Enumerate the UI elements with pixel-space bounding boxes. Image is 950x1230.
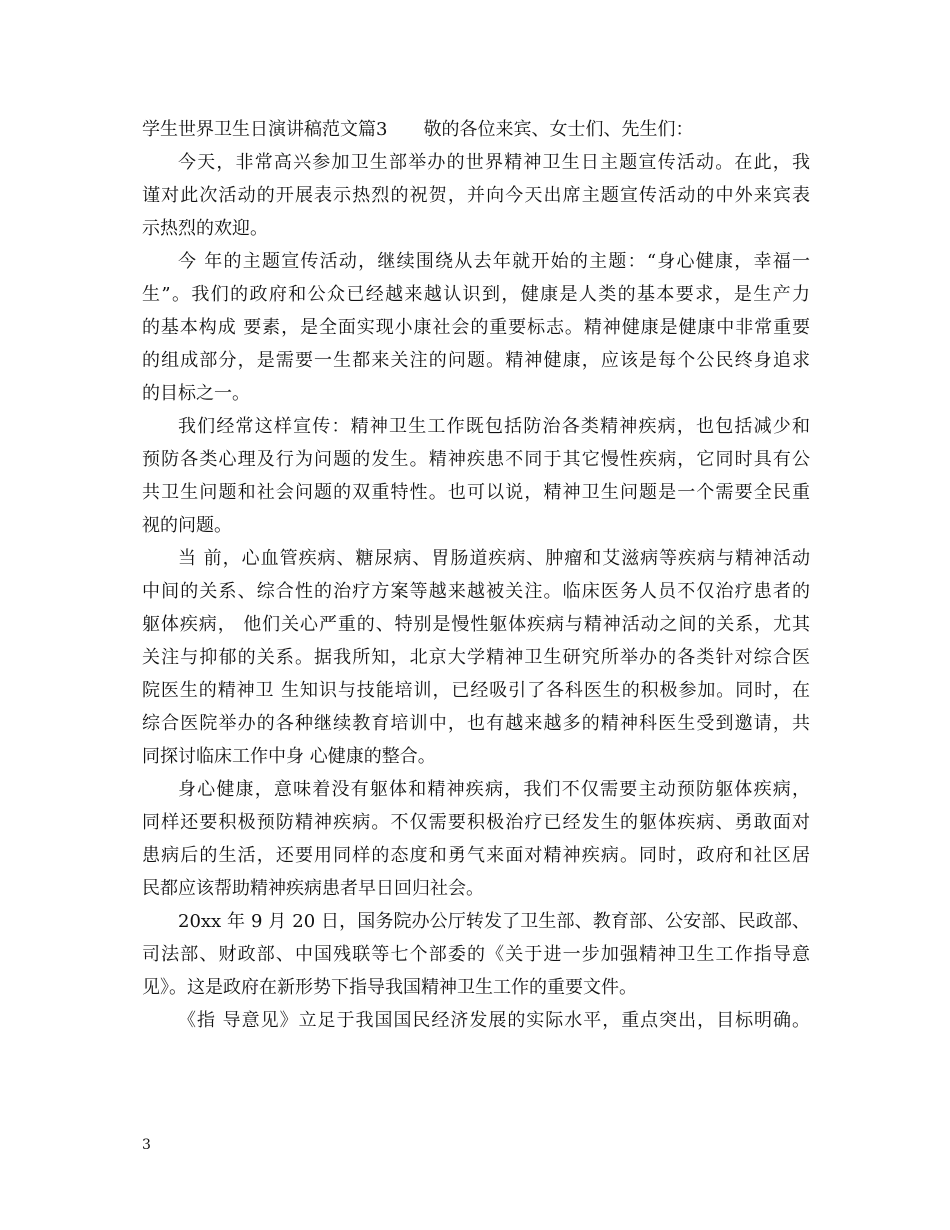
- text-line: 见》。这是政府在新形势下指导我国精神卫生工作的重要文件。: [142, 977, 637, 998]
- text-line: 今天，非常高兴参加卫生部举办的世界精神卫生日主题宣传活动。在此，我: [178, 152, 810, 173]
- text-line: 司法部、财政部、中国残联等七个部委的《关于进一步加强精神卫生工作指导意: [142, 944, 810, 965]
- text-line: 生”。我们的政府和公众已经越来越认识到，健康是人类的基本要求，是生产力: [142, 284, 810, 305]
- text-line: 身心健康，意味着没有躯体和精神疾病，我们不仅需要主动预防躯体疾病，: [178, 779, 810, 800]
- text-line: 综合医院举办的各种继续教育培训中，也有越来越多的精神科医生受到邀请，共: [142, 713, 810, 734]
- text-line: 躯体疾病， 他们关心严重的、特别是慢性躯体疾病与精神活动之间的关系，尤其: [142, 614, 810, 635]
- text-line: 患病后的生活，还要用同样的态度和勇气来面对精神疾病。同时，政府和社区居: [142, 845, 810, 866]
- text-line: 预防各类心理及行为问题的发生。精神疾患不同于其它慢性疾病，它同时具有公: [142, 449, 810, 470]
- text-line: 关注与抑郁的关系。据我所知，北京大学精神卫生研究所举办的各类针对综合医: [142, 647, 810, 668]
- text-line: 民都应该帮助精神疾病患者早日回归社会。: [142, 878, 484, 899]
- text-line: 的组成部分，是需要一生都来关注的问题。精神健康，应该是每个公民终身追求: [142, 350, 810, 371]
- text-line: 示热烈的欢迎。: [142, 218, 268, 239]
- text-line: 视的问题。: [142, 515, 232, 536]
- text-line: 我们经常这样宣传：精神卫生工作既包括防治各类精神疾病，也包括减少和: [178, 416, 810, 437]
- text-line: 院医生的精神卫 生知识与技能培训，已经吸引了各科医生的积极参加。同时，在: [142, 680, 810, 701]
- document-body: [142, 113, 810, 1037]
- text-line: 的目标之一。: [142, 383, 250, 404]
- text-line: 中间的关系、综合性的治疗方案等越来越被关注。临床医务人员不仅治疗患者的: [142, 581, 810, 602]
- text-line: 共卫生问题和社会问题的双重特性。也可以说，精神卫生问题是一个需要全民重: [142, 482, 810, 503]
- text-line: 20xx 年 9 月 20 日，国务院办公厅转发了卫生部、教育部、公安部、民政部、: [178, 911, 810, 932]
- text-line-heading: 学生世界卫生日演讲稿范文篇3 敬的各位来宾、女士们、先生们：: [142, 119, 694, 140]
- page-number: 3: [142, 1137, 151, 1153]
- text-line: 的基本构成 要素，是全面实现小康社会的重要标志。精神健康是健康中非常重要: [142, 317, 810, 338]
- text-line: 谨对此次活动的开展表示热烈的祝贺，并向今天出席主题宣传活动的中外来宾表: [142, 185, 810, 206]
- text-line: 同样还要积极预防精神疾病。不仅需要积极治疗已经发生的躯体疾病、勇敢面对: [142, 812, 810, 833]
- text-line: 同探讨临床工作中身 心健康的整合。: [142, 746, 436, 767]
- text-line: 当 前，心血管疾病、糖尿病、胃肠道疾病、肿瘤和艾滋病等疾病与精神活动: [178, 548, 810, 569]
- text-line: 今 年的主题宣传活动，继续围绕从去年就开始的主题：“身心健康，幸福一: [178, 251, 810, 272]
- text-line: 《指 导意见》立足于我国国民经济发展的实际水平，重点突出，目标明确。: [178, 1010, 810, 1031]
